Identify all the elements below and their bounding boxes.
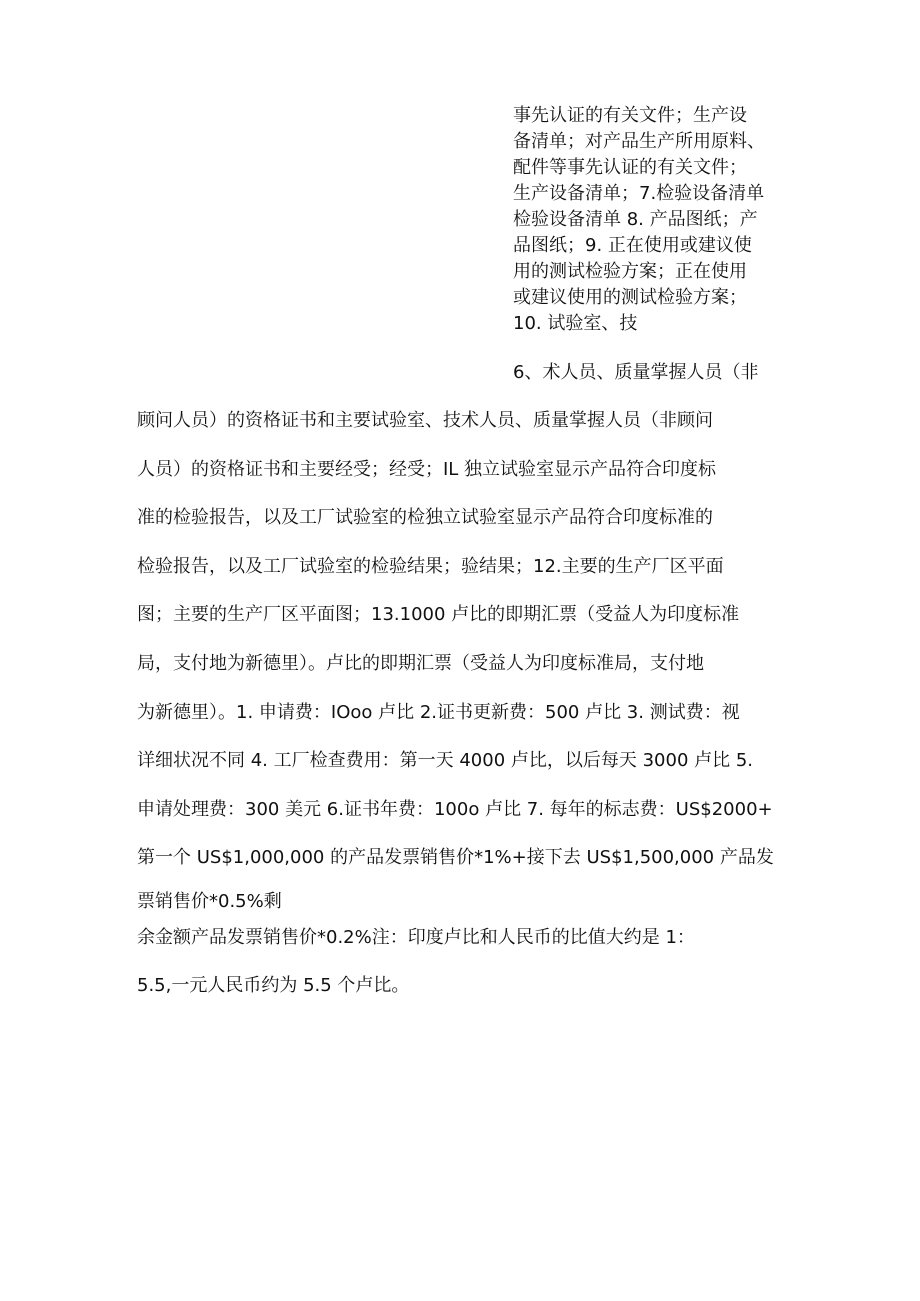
column-line: 检验设备清单 8. 产品图纸；产 <box>513 209 758 230</box>
body-line: 人员）的资格证书和主要经受；经受；IL 独立试验室显示产品符合印度标 <box>137 458 717 480</box>
tail-line-3: 5.5,一元人民币约为 5.5 个卢比。 <box>137 975 410 996</box>
column-line: 备清单；对产品生产所用原料、 <box>513 131 765 152</box>
tail-line-2: 余金额产品发票销售价*0.2%注：印度卢比和人民币的比值大约是 1： <box>137 927 695 948</box>
body-line: 检验报告，以及工厂试验室的检验结果；验结果；12.主要的生产厂区平面 <box>137 555 724 577</box>
column-line: 事先认证的有关文件；生产设 <box>513 105 747 126</box>
column-line: 用的测试检验方案；正在使用 <box>513 261 747 282</box>
body-line: 为新德里）。1. 申请费：IOoo 卢比 2.证书更新费：500 卢比 3. 测试费：视 <box>137 701 740 723</box>
body-paragraph <box>137 408 797 894</box>
body-line: 第一个 US$1,000,000 的产品发票销售价*1%+接下去 US$1,500,000 产品发 <box>137 847 774 869</box>
body-line: 详细状况不同 4. 工厂检查费用：第一天 4000 卢比，以后每天 3000 卢比 5. <box>137 750 754 772</box>
body-line: 准的检验报告，以及工厂试验室的检独立试验室显示产品符合印度标准的 <box>137 507 713 529</box>
right-column-text <box>513 103 803 337</box>
column-line: 品图纸；9. 正在使用或建议使 <box>513 235 752 256</box>
column-line: 或建议使用的测试检验方案； <box>513 287 747 308</box>
body-line: 图；主要的生产厂区平面图；13.1000 卢比的即期汇票（受益人为印度标准 <box>137 604 740 626</box>
column-line: 10. 试验室、技 <box>513 313 638 334</box>
paragraph-6-start: 6、术人员、质量掌握人员（非 <box>513 362 759 383</box>
column-line: 生产设备清单；7.检验设备清单 <box>513 183 765 204</box>
body-line: 顾问人员）的资格证书和主要试验室、技术人员、质量掌握人员（非顾问 <box>137 410 713 431</box>
tail-line-1: 票销售价*0.5%剩 <box>137 891 282 912</box>
column-line: 配件等事先认证的有关文件； <box>513 157 747 178</box>
body-line: 局，支付地为新德里）。卢比的即期汇票（受益人为印度标准局，支付地 <box>137 652 704 674</box>
body-line: 申请处理费：300 美元 6.证书年费：100o 卢比 7. 每年的标志费：US$2000+ <box>137 798 773 820</box>
